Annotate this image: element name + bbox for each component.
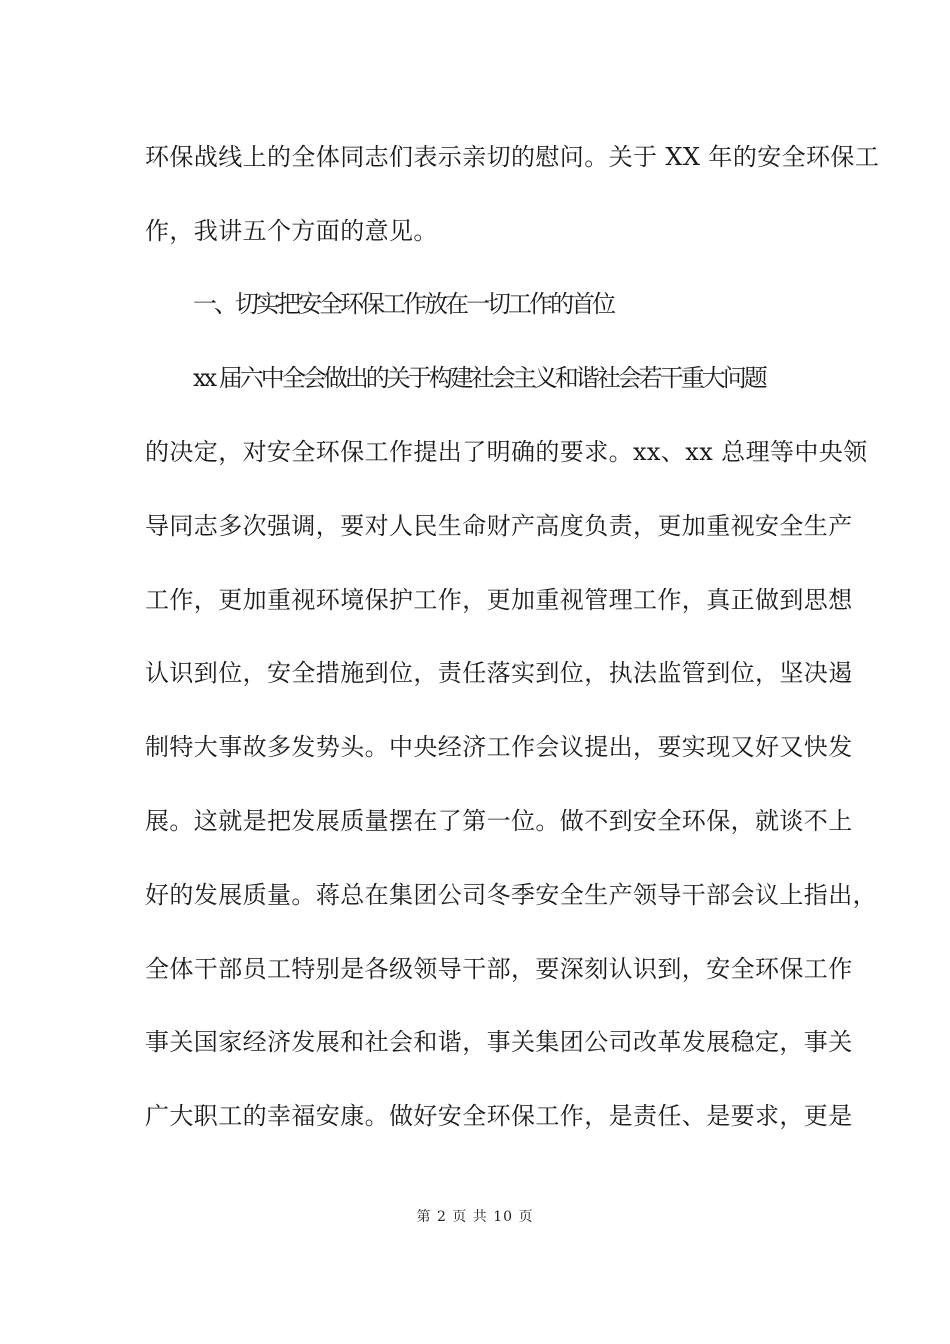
paragraph-line-8: 制特大事故多发势头。中央经济工作会议提出，要实现又好又快发 (145, 733, 853, 761)
paragraph-line-7: 认识到位，安全措施到位，责任落实到位，执法监管到位，坚决遏 (145, 659, 853, 687)
paragraph-line-13: 广大职工的幸福安康。做好安全环保工作，是责任、是要求，更是 (145, 1102, 853, 1130)
paragraph-line-12: 事关国家经济发展和社会和谐，事关集团公司改革发展稳定，事关 (145, 1028, 853, 1056)
paragraph-line-6: 工作，更加重视环境保护工作，更加重视管理工作，真正做到思想 (145, 586, 853, 614)
paragraph-line-1: 环保战线上的全体同志们表示亲切的慰问。关于 XX 年的安全环保工 (145, 143, 880, 171)
paragraph-line-11: 全体干部员工特别是各级领导干部，要深刻认识到，安全环保工作 (145, 955, 853, 983)
paragraph-line-10: 好的发展质量。蒋总在集团公司冬季安全生产领导干部会议上指出， (145, 881, 877, 909)
paragraph-line-4: 的决定，对安全环保工作提出了明确的要求。xx、xx 总理等中央领 (145, 438, 868, 466)
paragraph-line-3: xx 届六中全会做出的关于构建社会主义和谐社会若干重大问题 (193, 364, 765, 392)
paragraph-line-5: 导同志多次强调，要对人民生命财产高度负责，更加重视安全生产 (145, 512, 853, 540)
paragraph-line-9: 展。这就是把发展质量摆在了第一位。做不到安全环保，就谈不上 (145, 807, 853, 835)
section-heading-1: 一、切实把安全环保工作放在一切工作的首位 (193, 290, 613, 318)
page-number-footer: 第 2 页 共 10 页 (416, 1209, 534, 1225)
paragraph-line-2: 作，我讲五个方面的意见。 (145, 217, 438, 245)
